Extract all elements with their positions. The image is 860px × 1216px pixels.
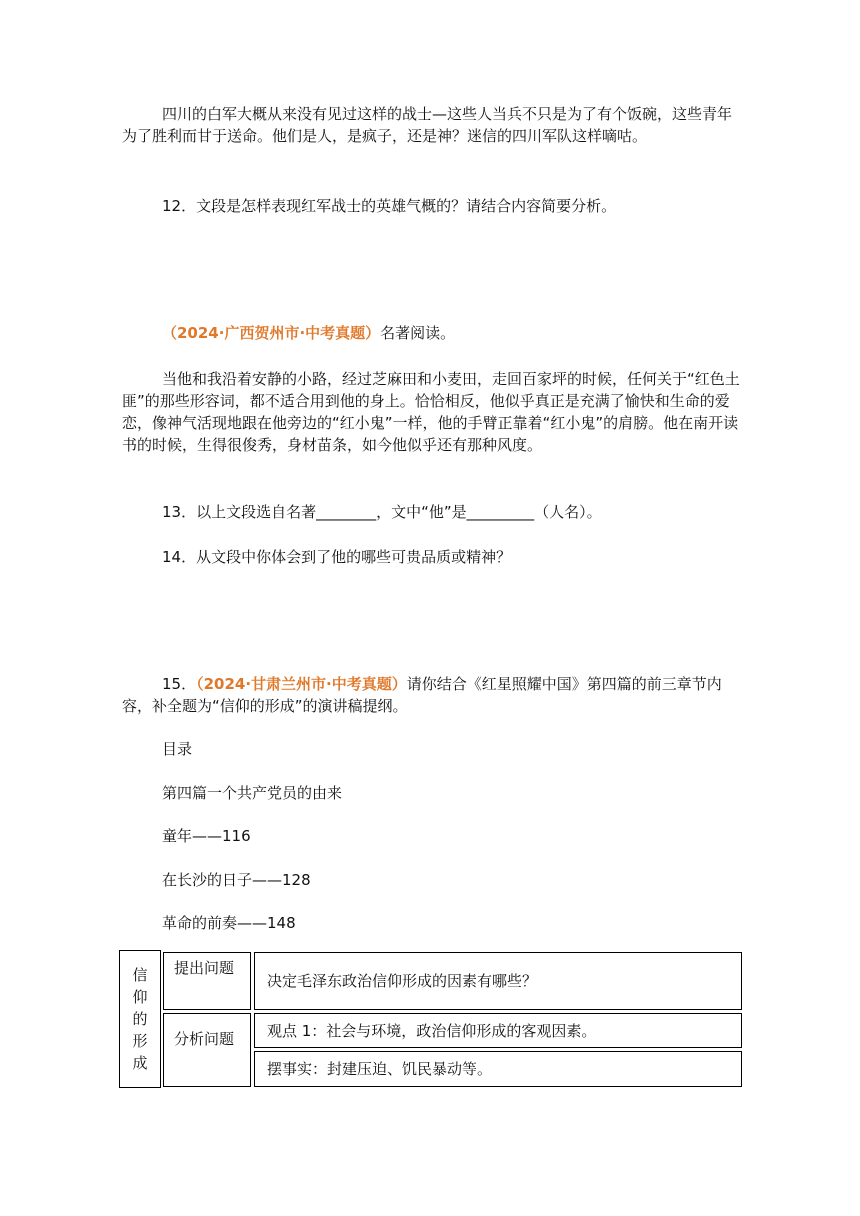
passage-2: 当他和我沿着安静的小路，经过芝麻田和小麦田，走回百家坪的时候，任何关于“红色土匪”的那些形容词，都不适合用到他的身上。恰恰相反，他似乎真正是充满了愉快和生命的爱恋，像神气活现地跟在他旁边的“红小鬼”一样，他的手臂正靠着“红小鬼”的肩膀。他在南开读书的时候，生得很俊秀，身材苗条，如今他似乎还有那种风度。 [122,370,740,454]
toc-part: 第四篇一个共产党员的由来 [162,784,343,802]
toc-item: 童年——116 [162,827,251,845]
outline-title-char: 信 [132,966,148,984]
question-15-prompt: 请你结合《红星照耀中国》第四篇的前三章节内容，补全题为“信仰的形成”的演讲稿提纲。 [122,675,722,715]
question-13: 13．以上文段选自名著________，文中“他”是_________（人名）。 [162,503,602,521]
outline-content-viewpoint: 观点 1：社会与环境，政治信仰形成的客观因素。 [254,1013,742,1048]
outline-title-cell [119,950,161,1088]
section-2-heading: 名著阅读。 [380,324,456,342]
outline-label-raise-question: 提出问题 [163,952,251,1010]
outline-label-analyze-question: 分析问题 [163,1013,251,1087]
outline-content-raise-question: 决定毛泽东政治信仰形成的因素有哪些？ [254,952,742,1010]
toc-title: 目录 [162,740,193,758]
toc-item: 在长沙的日子——128 [162,871,311,889]
outline-title-char: 的 [132,1010,148,1028]
outline-title-char: 仰 [132,988,148,1006]
toc-item: 革命的前奏——148 [162,914,296,932]
question-12: 12．文段是怎样表现红军战士的英雄气概的？请结合内容简要分析。 [162,197,617,215]
question-15 [122,673,742,717]
outline-content-facts: 摆事实：封建压迫、饥民暴动等。 [254,1051,742,1087]
section-2-header [162,322,455,344]
outline-title-char: 成 [132,1054,148,1072]
section-3-source: （2024·甘肃兰州市·中考真题） [196,675,407,693]
question-15-number: 15． [162,675,197,693]
speech-outline-table [119,950,743,1088]
section-2-source: （2024·广西贺州市·中考真题） [162,324,381,342]
question-14: 14．从文段中你体会到了他的哪些可贵品质或精神？ [162,548,512,566]
passage-1: 四川的白军大概从来没有见过这样的战士—这些人当兵不只是为了有个饭碗，这些青年为了胜利而甘于送命。他们是人，是疯子，还是神？迷信的四川军队这样嘀咕。 [122,105,733,145]
outline-title-char: 形 [132,1032,148,1050]
